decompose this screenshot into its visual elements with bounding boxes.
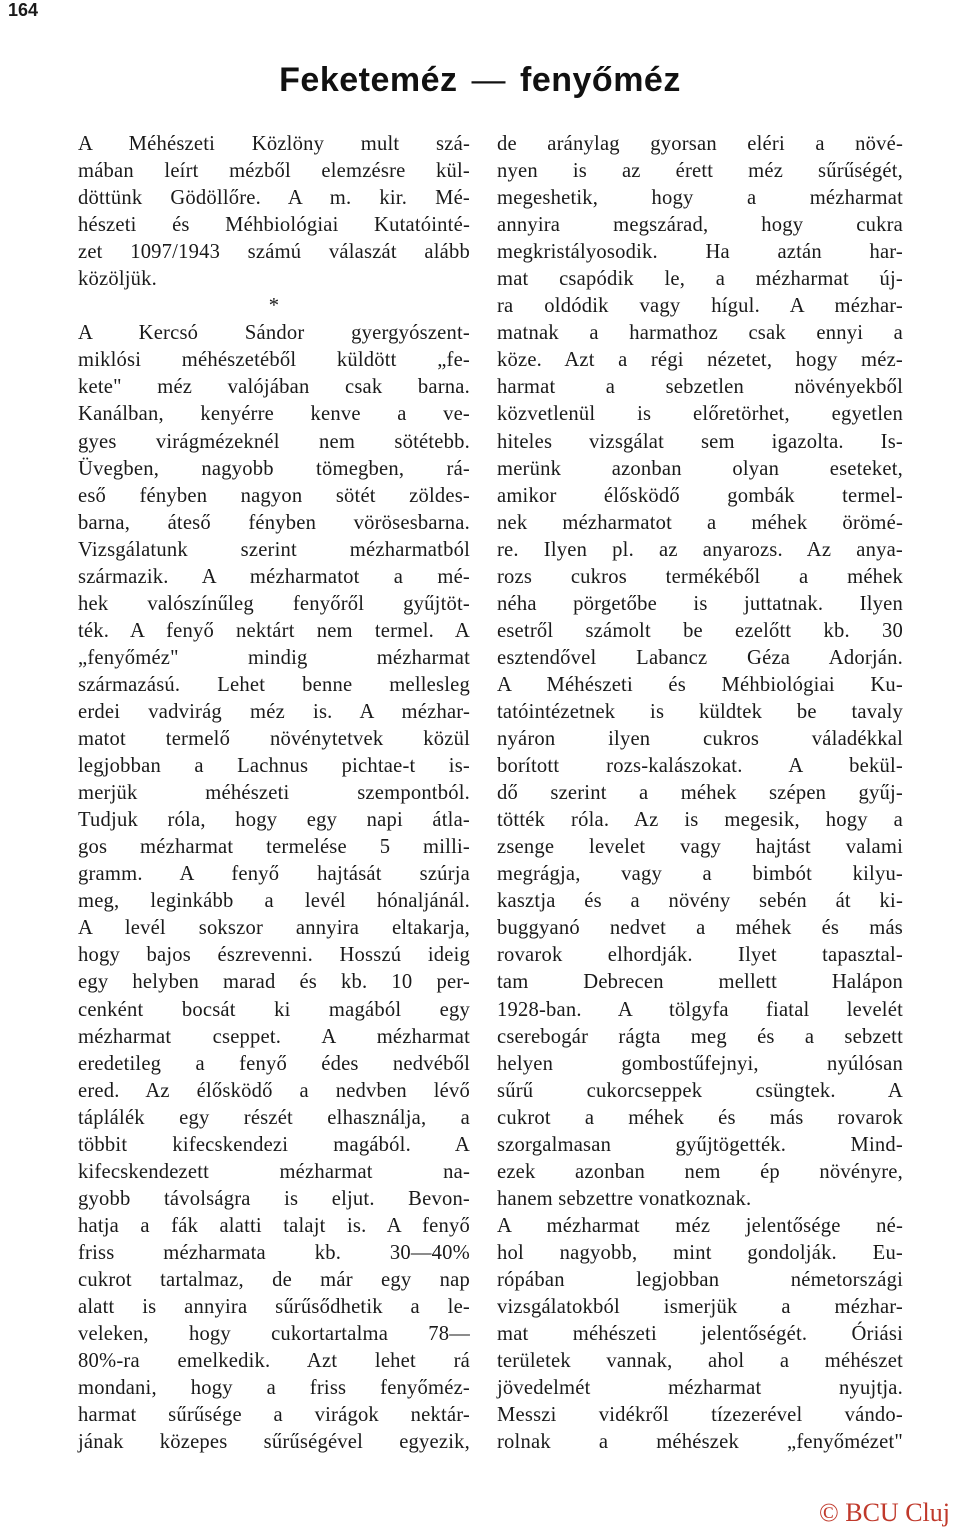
- left-column-line: gramm. A fenyő hajtását szúrja: [78, 863, 470, 886]
- left-column-line: származású. Lehet benne mellesleg: [78, 673, 470, 696]
- left-column-line: egy helyben marad és kb. 10 per-: [78, 971, 470, 994]
- right-column-line: borított rozs-kalászokat. A bekül-: [497, 755, 903, 778]
- left-column-line: friss mézharmata kb. 30—40%: [78, 1241, 470, 1264]
- left-column-line: hészeti és Méhbiológiai Kutatóinté-: [78, 214, 470, 237]
- left-column-line: 80%-ra emelkedik. Azt lehet rá: [78, 1350, 470, 1373]
- right-column-line: köze. Azt a régi nézetet, hogy méz-: [497, 349, 903, 372]
- left-column-line: hek valószínűleg fenyőről gyűjtöt-: [78, 592, 470, 615]
- right-column-line: de aránylag gyorsan eléri a növé-: [497, 133, 903, 155]
- left-column-line: A Kercsó Sándor gyergyószent-: [78, 322, 470, 345]
- left-column-line: gyobb távolságra is eljut. Bevon-: [78, 1187, 470, 1210]
- left-column-line: veleken, hogy cukortartalma 78—: [78, 1323, 470, 1346]
- right-column-line: rópában legjobban németországi: [497, 1268, 903, 1291]
- right-column-line: rozs cukros termékéből a méhek: [497, 565, 903, 588]
- right-column-line: cukrot a méhek és más rovarok: [497, 1106, 903, 1129]
- right-column-line: ra oldódik vagy hígul. A mézhar-: [497, 295, 903, 318]
- left-column-line: harmat sűrűsége a virágok nektár-: [78, 1404, 470, 1427]
- left-column-line: gos mézharmat termelése 5 milli-: [78, 836, 470, 859]
- right-column-line: tam Debrecen mellett Halápon: [497, 971, 903, 994]
- left-column-line: hatja a fák alatti talajt is. A fenyő: [78, 1214, 470, 1237]
- right-column-line: amikor élősködő gombák termel-: [497, 484, 903, 507]
- right-column-line: kasztja és a növény sebén át ki-: [497, 890, 903, 913]
- article-title: [0, 58, 960, 102]
- left-column-line: mondani, hogy a friss fenyőméz-: [78, 1377, 470, 1400]
- left-column-line: erdei vadvirág méz is. A mézhar-: [78, 700, 470, 723]
- left-column-line: jának közepes sűrűségével egyezik,: [78, 1431, 470, 1454]
- title-part-1: Feketeméz: [279, 61, 458, 99]
- right-column-line: A mézharmat méz jelentősége né-: [497, 1214, 903, 1237]
- right-column-line: merünk azonban olyan eseteket,: [497, 457, 903, 480]
- right-column-line: rovarok elhordják. Ilyet tapasztal-: [497, 944, 903, 967]
- right-column-line: 1928-ban. A tölgyfa fiatal levelét: [497, 998, 903, 1021]
- left-column-line: döttünk Gödöllőre. A m. kir. Mé-: [78, 187, 470, 210]
- right-column-line: ezek azonban nem ép növényre,: [497, 1160, 903, 1183]
- right-column: [497, 131, 903, 1456]
- left-column-line: eső fényben nagyon sötét zöldes-: [78, 484, 470, 507]
- left-column-line: eredetileg a fenyő édes nedvéből: [78, 1052, 470, 1075]
- left-column-line: kifecskendezett mézharmat na-: [78, 1160, 470, 1183]
- right-column-line: dő szerint a méhek szépen gyűj-: [497, 782, 903, 805]
- right-column-line: nyen is az érett méz sűrűségét,: [497, 160, 903, 183]
- right-column-line: mat csapódik le, a mézharmat új-: [497, 268, 903, 291]
- right-column-line: harmat a sebzetlen növényekből: [497, 376, 903, 399]
- left-column-line: közöljük.: [78, 268, 158, 291]
- watermark: © BCU Cluj: [818, 1498, 950, 1527]
- right-column-line: nyáron ilyen cukros váladékkal: [497, 728, 903, 751]
- right-column-line: rolnak a méhészek „fenyőmézet": [497, 1431, 903, 1454]
- left-column-line: barna, áteső fényben vörösesbarna.: [78, 511, 470, 534]
- right-column-line: Messzi vidékről tízezerével vándo-: [497, 1404, 903, 1427]
- left-column-line: A levél sokszor annyira eltakarja,: [78, 917, 470, 940]
- right-column-line: zsenge levelet vagy hajtást valami: [497, 836, 903, 859]
- left-column-line: matot termelő növénytetvek közül: [78, 728, 470, 751]
- left-column-line: mézharmat cseppet. A mézharmat: [78, 1025, 470, 1048]
- right-column-line: tötték róla. Az is megesik, hogy a: [497, 809, 903, 832]
- right-column-line: vizsgálatokból ismerjük a mézhar-: [497, 1296, 903, 1319]
- right-column-line: megeshetik, hogy a mézharmat: [497, 187, 903, 210]
- right-column-line: sűrű cukorcseppek csüngtek. A: [497, 1079, 903, 1102]
- right-column-line: helyen gombostűfejnyi, nyúlósan: [497, 1052, 903, 1075]
- right-column-line: szorgalmasan gyűjtögették. Mind-: [497, 1133, 903, 1156]
- left-column-line: cenként bocsát ki magából egy: [78, 998, 470, 1021]
- left-column-line: miklósi méhészetéből küldött „fe-: [78, 349, 470, 372]
- left-column-line: ték. A fenyő nektárt nem termel. A: [78, 619, 470, 642]
- right-column-line: hiteles vizsgálat sem igazolta. Is-: [497, 430, 903, 453]
- left-column-line: gyes virágmézeknél nem sötétebb.: [78, 430, 470, 453]
- left-column-line: legjobban a Lachnus pichtae-t is-: [78, 755, 470, 778]
- right-column-line: néha pörgetőbe is juttatnak. Ilyen: [497, 592, 903, 615]
- page-number: 164: [8, 0, 39, 20]
- left-column-line: ered. Az élősködő a nedvben lévő: [78, 1079, 470, 1102]
- left-column-line: Üvegben, nagyobb tömegben, rá-: [78, 457, 470, 480]
- left-column-line: Kanálban, kenyérre kenve a ve-: [78, 403, 470, 426]
- right-column-line: re. Ilyen pl. az anyarozs. Az anya-: [497, 538, 903, 561]
- right-column-line: hanem sebzettre vonatkoznak.: [497, 1187, 752, 1210]
- right-column-line: buggyanó nedvet a méhek és más: [497, 917, 903, 940]
- right-column-line: esetről számolt be ezelőtt kb. 30: [497, 619, 903, 642]
- left-column: [78, 131, 470, 1456]
- left-column-line: Vizsgálatunk szerint mézharmatból: [78, 538, 470, 561]
- right-column-line: A Méhészeti és Méhbiológiai Ku-: [497, 673, 903, 696]
- left-column-line: származik. A mézharmatot a mé-: [78, 565, 470, 588]
- right-column-line: esztendővel Labancz Géza Adorján.: [497, 646, 903, 669]
- right-column-line: matnak a harmathoz csak ennyi a: [497, 322, 903, 345]
- left-column-line: táplálék egy részét elhasználja, a: [78, 1106, 470, 1129]
- left-column-line: Tudjuk róla, hogy egy napi átla-: [78, 809, 470, 832]
- title-part-2: fenyőméz: [520, 61, 681, 99]
- title-dash: —: [471, 61, 507, 99]
- left-column-line: alatt is annyira sűrűsődhetik a le-: [78, 1296, 470, 1319]
- left-column-line: többit kifecskendezi magából. A: [78, 1133, 470, 1156]
- right-column-line: megrágja, vagy a bimbót kilyu-: [497, 863, 903, 886]
- left-column-line: kete" méz valójában csak barna.: [78, 376, 470, 399]
- right-column-line: tatóintézetnek is küldtek be tavaly: [497, 700, 903, 723]
- right-column-line: nek mézharmatot a méhek örömé-: [497, 511, 903, 534]
- left-column-line: A Méhészeti Közlöny mult szá-: [78, 133, 470, 155]
- right-column-line: annyira megszárad, hogy cukra: [497, 214, 903, 237]
- right-column-line: megkristályosodik. Ha aztán har-: [497, 241, 903, 264]
- right-column-line: jövedelmét mézharmat nyujtja.: [497, 1377, 903, 1400]
- right-column-line: területek vannak, ahol a méhészet: [497, 1350, 903, 1373]
- left-column-line: *: [268, 295, 280, 318]
- left-column-line: hogy bajos észrevenni. Hosszú ideig: [78, 944, 470, 967]
- right-column-line: közvetlenül is előretörhet, egyetlen: [497, 403, 903, 426]
- left-column-line: „fenyőméz" mindig mézharmat: [78, 646, 470, 669]
- right-column-line: mat méhészeti jelentőségét. Óriási: [497, 1323, 903, 1346]
- left-column-line: merjük méhészeti szempontból.: [78, 782, 470, 805]
- right-column-line: hol nagyobb, mint gondolják. Eu-: [497, 1241, 903, 1264]
- left-column-line: cukrot tartalmaz, de már egy nap: [78, 1268, 470, 1291]
- right-column-line: cserebogár rágta meg és a sebzett: [497, 1025, 903, 1048]
- left-column-line: mában leírt mézből elemzésre kül-: [78, 160, 470, 183]
- left-column-line: meg, leginkább a levél hónaljánál.: [78, 890, 470, 913]
- left-column-line: zet 1097/1943 számú válaszát alább: [78, 241, 470, 264]
